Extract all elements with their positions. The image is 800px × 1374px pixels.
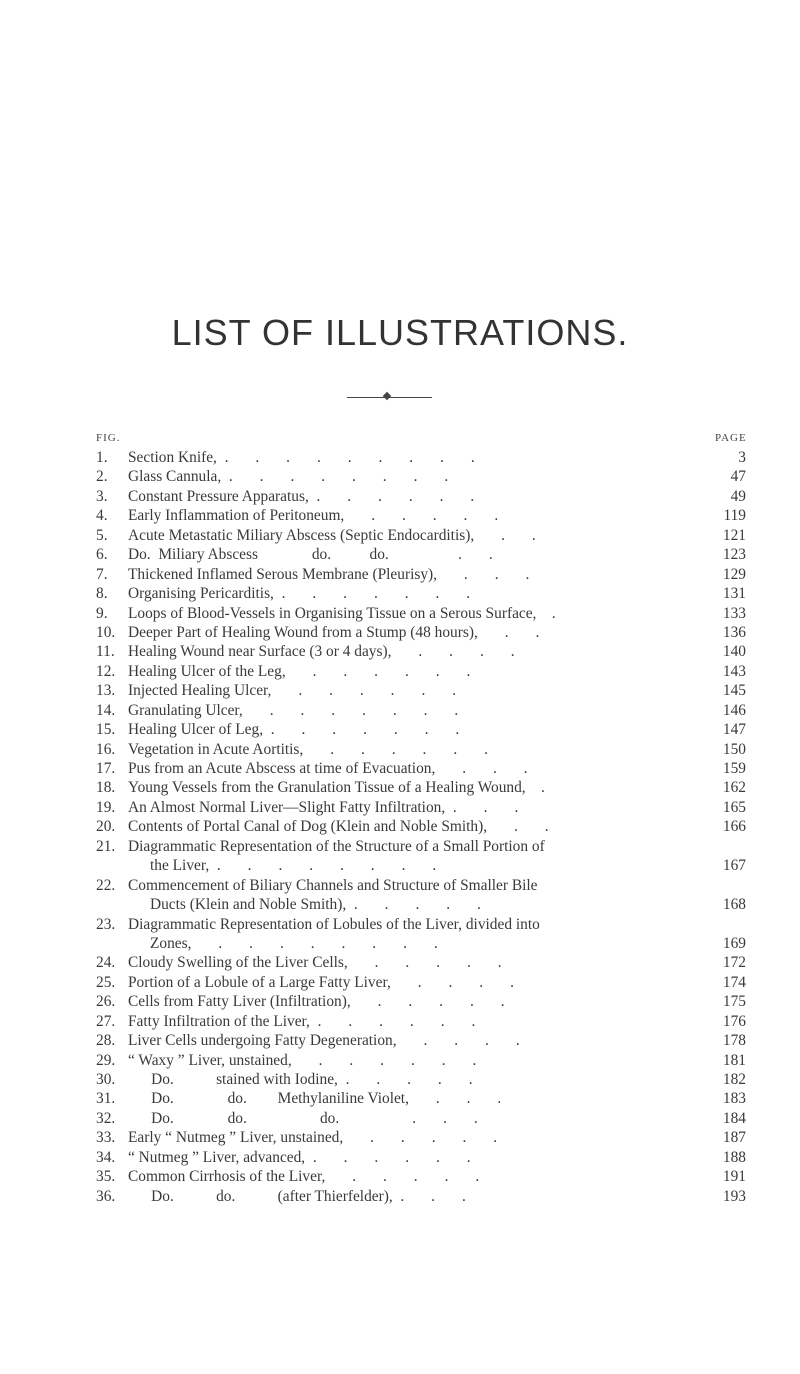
figure-caption: Diagrammatic Representation of Lobules of the Liver, divided into [128,915,540,933]
page-number: 176 [722,1012,746,1030]
list-item [0,1167,800,1186]
figure-caption: Ducts (Klein and Noble Smith), . . . . . [150,896,481,914]
figure-number: 20. [96,818,116,836]
figure-number: 12. [96,662,116,680]
figure-number: 14. [96,701,116,719]
list-item [0,934,800,953]
figure-caption: Early “ Nutmeg ” Liver, unstained, . . . . . [128,1129,498,1147]
page-title: LIST OF ILLUSTRATIONS. [171,312,629,353]
page-number: 175 [722,993,746,1011]
page-number: 178 [722,1032,746,1050]
figure-number: 16. [96,740,116,758]
page-number: 181 [722,1051,746,1069]
list-item [0,759,800,778]
figure-number: 11. [96,643,115,661]
page-number: 191 [722,1168,746,1186]
figure-number: 26. [96,993,116,1011]
figure-caption: Early Inflammation of Peritoneum, . . . . . [128,507,499,525]
list-item [0,526,800,545]
list-item [0,604,800,623]
figure-caption: “ Nutmeg ” Liver, advanced, . . . . . . [128,1148,471,1166]
list-item [0,1031,800,1050]
list-item [0,915,800,934]
figure-caption: Do. Miliary Abscess do. do. . . [128,546,493,564]
page-number: 123 [722,546,746,564]
figure-caption: Do. do. do. . . . [128,1109,478,1127]
figure-number: 13. [96,682,116,700]
list-item [0,953,800,972]
page-number: 184 [722,1109,746,1127]
figure-caption: Constant Pressure Apparatus, . . . . . . [128,487,475,505]
figure-number: 25. [96,973,116,991]
fig-column-header: FIG. [96,432,121,444]
page-number: 167 [722,857,746,875]
figure-caption: Glass Cannula, . . . . . . . . [128,468,449,486]
list-item [0,642,800,661]
page-number: 140 [722,643,746,661]
list-item [0,467,800,486]
list-item [0,545,800,564]
list-item [0,876,800,895]
figure-number: 33. [96,1129,116,1147]
page-number: 150 [722,740,746,758]
list-item [0,487,800,506]
figure-number: 28. [96,1032,116,1050]
list-item [0,506,800,525]
figure-caption: Liver Cells undergoing Fatty Degeneration, . . . . [128,1032,520,1050]
figure-number: 22. [96,876,116,894]
list-item [0,992,800,1011]
list-item [0,1089,800,1108]
figure-caption: Acute Metastatic Miliary Abscess (Septic Endocarditis), . . [128,526,536,544]
page-number: 129 [722,565,746,583]
page-number: 162 [722,779,746,797]
list-item [0,778,800,797]
page-number: 165 [722,798,746,816]
figure-caption: Do. do. (after Thierfelder), . . . [128,1187,466,1205]
figure-caption: Healing Ulcer of the Leg, . . . . . . [128,662,471,680]
page-number: 143 [722,662,746,680]
page-number: 145 [722,682,746,700]
page-number: 182 [722,1071,746,1088]
figure-number: 30. [96,1071,116,1088]
figure-caption: Common Cirrhosis of the Liver, . . . . . [128,1168,480,1186]
page-number: 188 [722,1148,746,1166]
figure-number: 19. [96,798,116,816]
page-number: 133 [722,604,746,622]
figure-number: 10. [96,623,116,641]
figure-number: 29. [96,1051,116,1069]
figure-caption: Do. do. Methylaniline Violet, . . . [128,1090,502,1108]
figure-number: 32. [96,1109,116,1127]
figure-caption: Fatty Infiltration of the Liver, . . . . . . [128,1012,476,1030]
figure-caption: Young Vessels from the Granulation Tissue of a Healing Wound, . [128,779,545,797]
figure-caption: “ Waxy ” Liver, unstained, . . . . . . [128,1051,477,1069]
list-item [0,1109,800,1128]
figure-number: 5. [96,526,108,544]
figure-caption: Zones, . . . . . . . . [150,934,438,952]
list-item [0,662,800,681]
page-number: 121 [722,526,746,544]
list-item [0,565,800,584]
page-number: 193 [722,1187,746,1205]
ornament-diamond-icon [383,392,391,400]
page-number: 49 [730,487,746,505]
figure-caption: Do. stained with Iodine, . . . . . [128,1071,473,1088]
figure-number: 4. [96,507,108,525]
figure-number: 35. [96,1168,116,1186]
list-item [0,584,800,603]
page-number: 169 [722,934,746,952]
figure-caption: Organising Pericarditis, . . . . . . . [128,585,471,603]
figure-caption: Cloudy Swelling of the Liver Cells, . . . . . [128,954,502,972]
page-number: 3 [738,449,746,466]
figure-caption: Deeper Part of Healing Wound from a Stump (48 hours), . . [128,623,540,641]
page-number: 168 [722,896,746,914]
figure-caption: Healing Ulcer of Leg, . . . . . . . [128,721,460,739]
figure-caption: Commencement of Biliary Channels and Structure of Smaller Bile [128,876,538,894]
figure-caption: the Liver, . . . . . . . . [150,857,437,875]
list-item [0,720,800,739]
figure-number: 18. [96,779,116,797]
illustration-list [0,448,800,1206]
list-item [0,856,800,875]
page-number: 119 [723,507,746,525]
figure-number: 15. [96,721,116,739]
list-item [0,1148,800,1167]
list-item [0,681,800,700]
figure-caption: Cells from Fatty Liver (Infiltration), . . . . . [128,993,505,1011]
page-column-header: PAGE [715,432,747,444]
figure-caption: Pus from an Acute Abscess at time of Evacuation, . . . [128,760,528,777]
page-number: 166 [722,818,746,836]
page-number: 146 [722,701,746,719]
figure-caption: Granulating Ulcer, . . . . . . . [128,701,459,719]
list-item [0,895,800,914]
page-number: 187 [722,1129,746,1147]
list-item [0,817,800,836]
figure-caption: Thickened Inflamed Serous Membrane (Pleurisy), . . . [128,565,530,583]
page-number: 172 [722,954,746,972]
list-item [0,623,800,642]
figure-caption: Section Knife, . . . . . . . . . [128,449,475,466]
list-item [0,448,800,467]
figure-caption: Diagrammatic Representation of the Structure of a Small Portion of [128,837,545,855]
list-item [0,701,800,720]
figure-number: 2. [96,468,108,486]
figure-number: 7. [96,565,108,583]
figure-number: 3. [96,487,108,505]
figure-caption: Portion of a Lobule of a Large Fatty Liver, . . . . [128,973,514,991]
figure-number: 36. [96,1187,116,1205]
figure-number: 24. [96,954,116,972]
page-number: 47 [730,468,746,486]
figure-number: 34. [96,1148,116,1166]
page-number: 174 [722,973,746,991]
figure-number: 27. [96,1012,116,1030]
figure-caption: An Almost Normal Liver—Slight Fatty Infiltration, . . . [128,798,519,816]
figure-caption: Contents of Portal Canal of Dog (Klein and Noble Smith), . . [128,818,549,836]
figure-number: 9. [96,604,108,622]
figure-number: 8. [96,585,108,603]
page-number: 159 [722,760,746,777]
list-item [0,1051,800,1070]
figure-caption: Injected Healing Ulcer, . . . . . . [128,682,457,700]
figure-number: 23. [96,915,116,933]
list-item [0,1187,800,1206]
list-item [0,973,800,992]
figure-number: 21. [96,837,116,855]
figure-caption: Healing Wound near Surface (3 or 4 days), . . . . [128,643,515,661]
figure-number: 6. [96,546,108,564]
list-item [0,1012,800,1031]
page-number: 183 [722,1090,746,1108]
figure-caption: Vegetation in Acute Aortitis, . . . . . . [128,740,488,758]
list-item [0,837,800,856]
list-item [0,740,800,759]
page-number: 147 [722,721,746,739]
figure-number: 1. [96,449,108,466]
list-item [0,1070,800,1089]
figure-number: 31. [96,1090,116,1108]
list-item [0,798,800,817]
page-number: 131 [722,585,746,603]
page-number: 136 [722,623,746,641]
figure-number: 17. [96,760,116,777]
figure-caption: Loops of Blood-Vessels in Organising Tissue on a Serous Surface, . [128,604,556,622]
list-item [0,1128,800,1147]
